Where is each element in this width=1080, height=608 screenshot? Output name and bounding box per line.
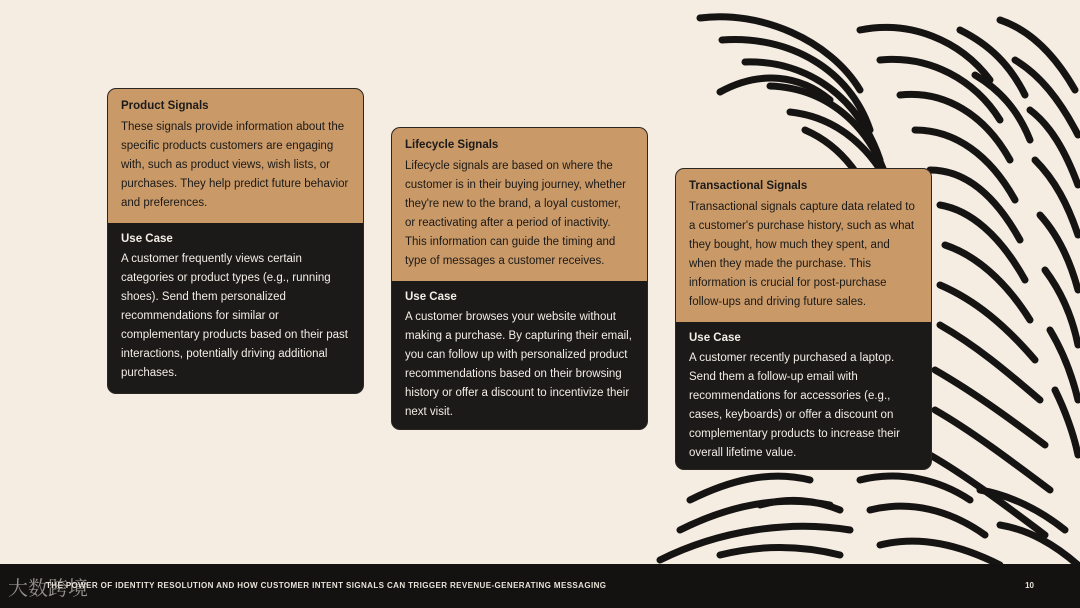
card-title: Product Signals (121, 100, 209, 112)
card-title: Lifecycle Signals (405, 139, 499, 151)
lifecycle-signals-use-case (392, 282, 647, 430)
product-signals-card (107, 88, 364, 394)
lifecycle-signals-card (391, 127, 648, 430)
transactional-signals-card (675, 168, 932, 470)
product-signals-header (108, 89, 363, 224)
card-description: These signals provide information about the specific products customers are engaging with, such as product views, wish lists, or purchases. They help predict future behavior and preferences. (121, 121, 349, 209)
watermark-logo: 大数跨境 (8, 578, 88, 600)
use-case-title: Use Case (405, 291, 457, 303)
card-description: Lifecycle signals are based on where the customer is in their buying journey, whether they're new to the brand, a loyal customer, or reactivating after a period of inactivity. This information can guide the timing and type of messages a customer receives. (405, 160, 626, 267)
page-number: 10 (1025, 581, 1034, 590)
footer-title: THE POWER OF IDENTITY RESOLUTION AND HOW CUSTOMER INTENT SIGNALS CAN TRIGGER REVENUE-GENERATING MESSAGING (46, 581, 607, 590)
transactional-signals-header (676, 169, 931, 323)
use-case-title: Use Case (689, 332, 741, 344)
card-description: Transactional signals capture data related to a customer's purchase history, such as what they bought, how much they spent, and when they made the purchase. This information is crucial for post-purchase follow-ups and driving future sales. (689, 201, 915, 308)
use-case-title: Use Case (121, 233, 173, 245)
footer-bar (0, 564, 1080, 608)
transactional-signals-use-case (676, 323, 931, 470)
card-title: Transactional Signals (689, 180, 808, 192)
use-case-text: A customer frequently views certain categories or product types (e.g., running shoes). Send them personalized recommendations for similar or complementary products based on their past interactions, potentially driving additional purchases. (121, 253, 348, 379)
use-case-text: A customer recently purchased a laptop. Send them a follow-up email with recommendations for accessories (e.g., cases, keyboards) or offer a discount on complementary products to increase their overall lifetime value. (689, 352, 900, 459)
lifecycle-signals-header (392, 128, 647, 282)
use-case-text: A customer browses your website without making a purchase. By capturing their email, you can follow up with personalized product recommendations based on their browsing history or offer a discount to incentivize their next visit. (405, 311, 632, 418)
product-signals-use-case (108, 224, 363, 393)
